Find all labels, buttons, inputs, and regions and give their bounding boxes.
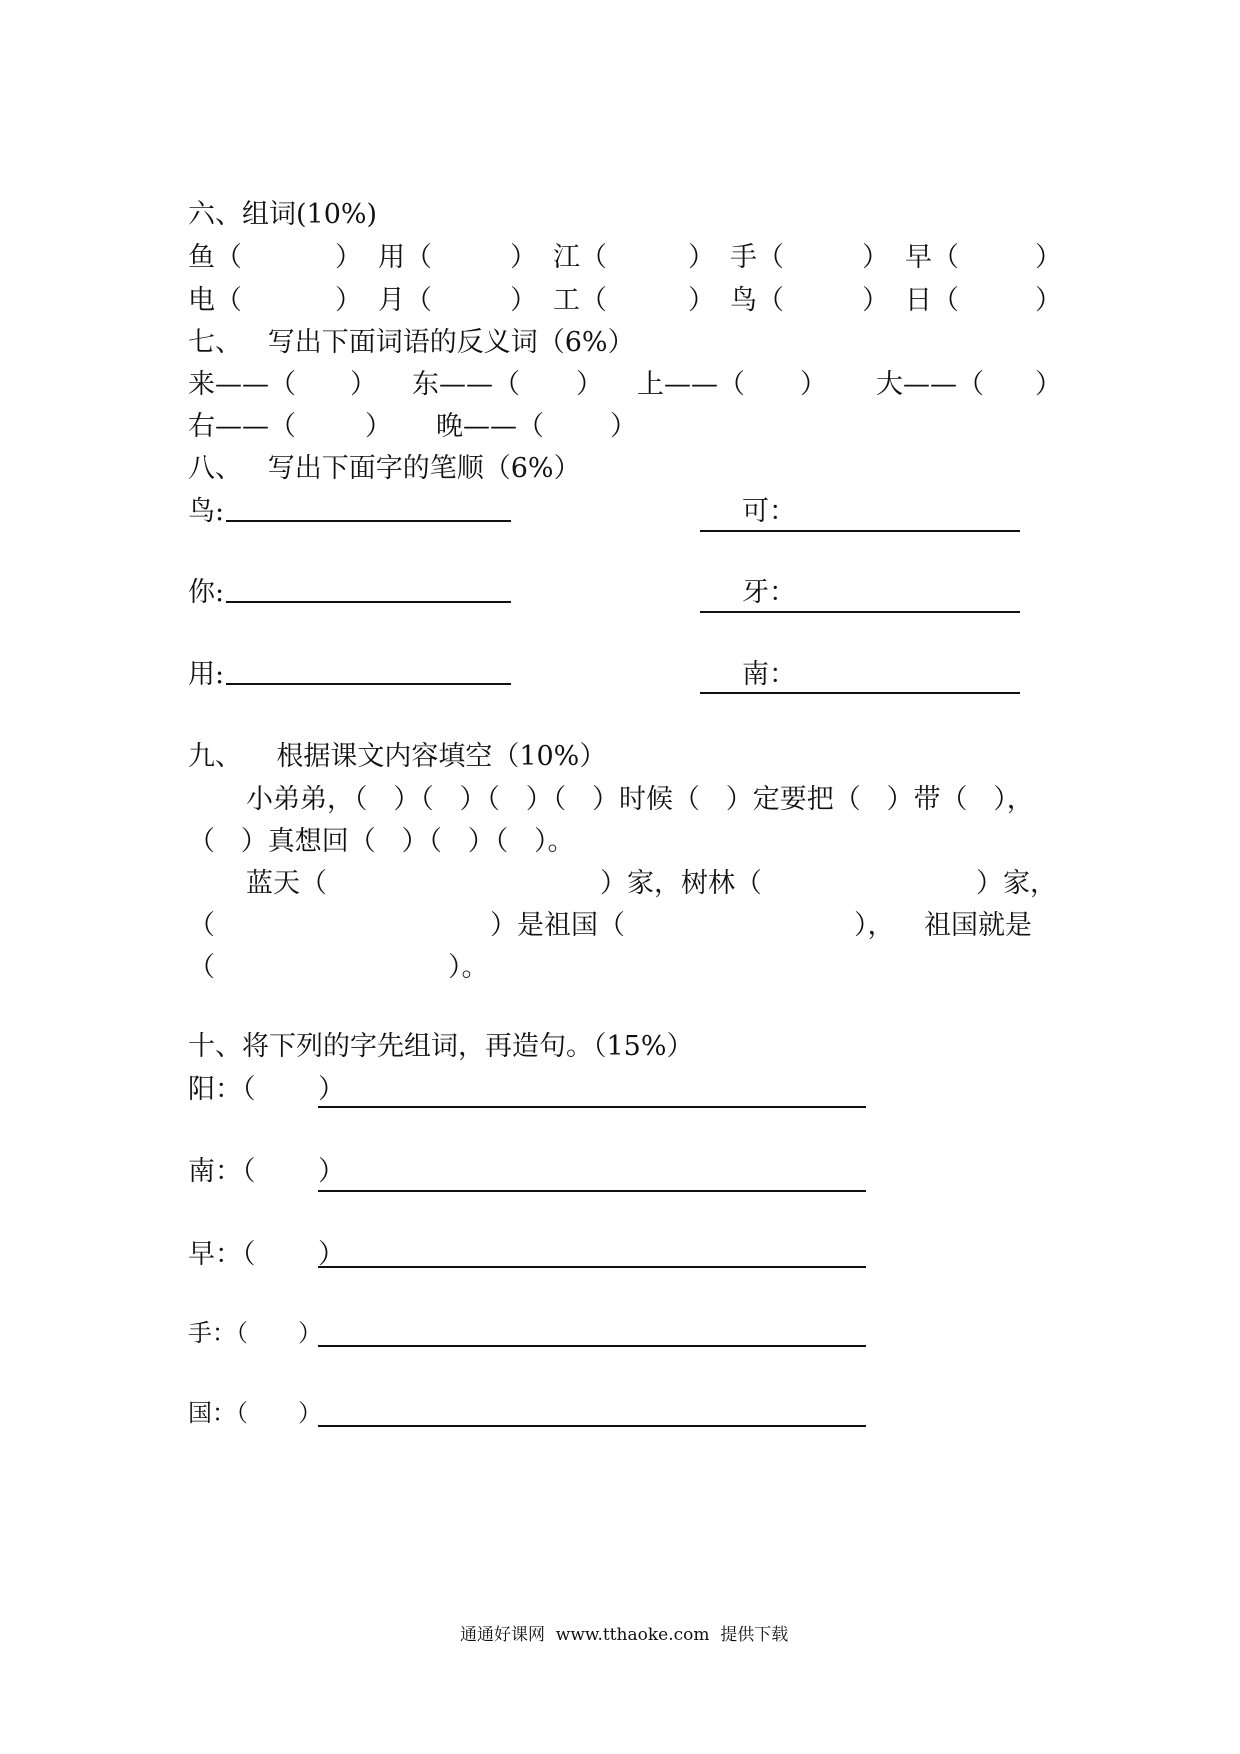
s9-p2-l2-b: ）是祖国（ — [490, 910, 625, 941]
s10-close-zao: ） — [318, 1239, 345, 1270]
s6-r1-5-open: 早（ — [905, 242, 959, 273]
s6-r1-1-open: 鱼（ — [188, 242, 242, 273]
s6-r2-2-close: ） — [510, 285, 537, 316]
stroke-label-ya: 牙： — [742, 577, 796, 608]
s6-r1-2-open: 用（ — [378, 242, 432, 273]
stroke-label-nan: 南： — [742, 659, 796, 690]
section-8-title: 八、 写出下面字的笔顺（6%） — [188, 453, 581, 484]
s10-line-shou — [318, 1345, 866, 1347]
s6-r2-5-close: ） — [1035, 285, 1062, 316]
s10-close-nan: ） — [318, 1156, 345, 1187]
s6-r1-1-close: ） — [335, 242, 362, 273]
s10-item-guo: 国：（ — [188, 1399, 248, 1427]
s9-p2-l2-a: （ — [188, 910, 215, 941]
s7-r1-2-open: 东——（ — [412, 369, 520, 400]
s10-item-zao: 早：（ — [188, 1239, 256, 1270]
section-10-title: 十、将下列的字先组词，再造句。（15%） — [188, 1031, 694, 1062]
s10-line-zao — [318, 1266, 866, 1268]
stroke-line-niao — [226, 520, 511, 522]
s10-item-nan: 南：（ — [188, 1156, 256, 1187]
s6-r2-3-close: ） — [688, 285, 715, 316]
s6-r1-2-close: ） — [510, 242, 537, 273]
s9-p2-l1-b: ）家，树林（ — [600, 868, 762, 899]
stroke-label-yong: 用: — [188, 659, 225, 690]
s9-p2-l1-c: ）家， — [976, 868, 1057, 899]
s6-r1-3-close: ） — [688, 242, 715, 273]
s7-r1-2-close: ） — [576, 369, 603, 400]
s9-p2-l1-a: 蓝天（ — [246, 868, 327, 899]
s10-line-guo — [318, 1425, 866, 1427]
stroke-line-ya — [700, 611, 1020, 613]
stroke-line-yong — [226, 683, 511, 685]
s9-p1-line1: 小弟弟，（ ）（ ）（ ）（ ）时候（ ）定要把（ ）带（ ）， — [246, 784, 1034, 815]
stroke-label-niao: 鸟: — [188, 496, 225, 527]
section-9-title: 九、 根据课文内容填空（10%） — [188, 741, 607, 772]
s9-p1-line2: （ ）真想回（ ）（ ）（ ）。 — [188, 826, 575, 857]
s10-close-guo: ） — [298, 1399, 322, 1427]
s6-r1-4-open: 手（ — [730, 242, 784, 273]
s10-item-shou: 手：（ — [188, 1319, 248, 1347]
s10-item-yang: 阳：（ — [188, 1074, 256, 1105]
s9-p2-l2-d: 祖国就是 — [924, 910, 1032, 941]
s6-r2-5-open: 日（ — [905, 285, 959, 316]
s7-r1-1-close: ） — [350, 369, 377, 400]
s10-line-yang — [318, 1106, 866, 1108]
s6-r1-4-close: ） — [862, 242, 889, 273]
s7-r2-2-close: ） — [610, 411, 637, 442]
section-6-title: 六、组词(10%) — [188, 199, 378, 230]
s6-r2-2-open: 月（ — [378, 285, 432, 316]
s7-r1-4-open: 大——（ — [876, 369, 984, 400]
s6-r2-4-close: ） — [862, 285, 889, 316]
s6-r2-1-close: ） — [335, 285, 362, 316]
s10-close-shou: ） — [298, 1319, 322, 1347]
s6-r1-3-open: 江（ — [553, 242, 607, 273]
stroke-line-ni — [226, 601, 511, 603]
stroke-line-nan — [700, 692, 1020, 694]
s6-r1-5-close: ） — [1035, 242, 1062, 273]
section-7-title: 七、 写出下面词语的反义词（6%） — [188, 327, 635, 358]
s7-r1-1-open: 来——（ — [188, 369, 296, 400]
s7-r2-1-open: 右——（ — [188, 411, 296, 442]
s7-r1-3-close: ） — [800, 369, 827, 400]
s7-r1-4-close: ） — [1035, 369, 1062, 400]
s6-r2-3-open: 工（ — [553, 285, 607, 316]
footer-text: 通通好课网 www.tthaoke.com 提供下载 — [460, 1625, 789, 1645]
s10-close-yang: ） — [318, 1074, 345, 1105]
s7-r2-2-open: 晚——（ — [436, 411, 544, 442]
s10-line-nan — [318, 1190, 866, 1192]
s6-r2-1-open: 电（ — [188, 285, 242, 316]
s9-p2-l2-c: ）， — [854, 910, 895, 941]
stroke-label-ni: 你: — [188, 577, 225, 608]
stroke-label-ke: 可： — [742, 496, 796, 527]
s9-p2-l3-a: （ — [188, 952, 215, 983]
s6-r2-4-open: 鸟（ — [730, 285, 784, 316]
stroke-line-ke — [700, 530, 1020, 532]
s7-r2-1-close: ） — [365, 411, 392, 442]
s9-p2-l3-b: ）。 — [448, 952, 489, 983]
s7-r1-3-open: 上——（ — [637, 369, 745, 400]
